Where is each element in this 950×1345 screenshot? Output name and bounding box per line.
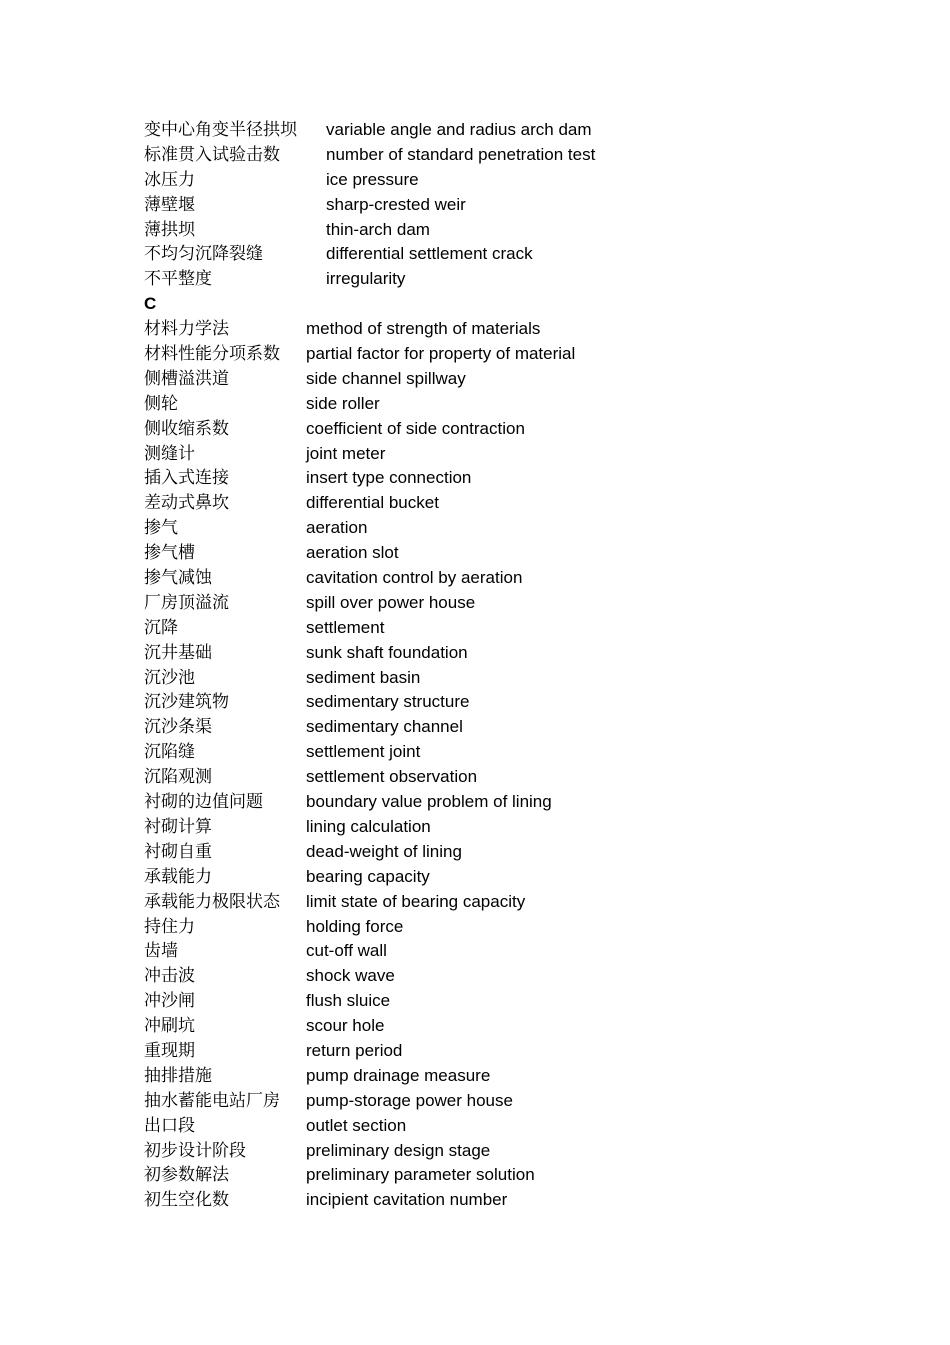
term-english: variable angle and radius arch dam — [326, 120, 592, 139]
term-english: aeration — [306, 518, 368, 538]
term-chinese: 掺气减蚀 — [144, 568, 212, 589]
term-english: settlement observation — [306, 767, 478, 787]
glossary-entry — [144, 964, 864, 989]
term-chinese: 承载能力 — [144, 866, 212, 887]
glossary-entry — [144, 1139, 864, 1164]
term-chinese: 沉陷观测 — [144, 767, 212, 788]
term-english: side channel spillway — [306, 368, 466, 388]
term-chinese: 抽水蓄能电站厂房 — [144, 1090, 280, 1111]
glossary-entry — [144, 442, 864, 467]
glossary-entry — [144, 1188, 864, 1213]
term-english: ice pressure — [326, 169, 419, 189]
term-english: preliminary design stage — [306, 1140, 491, 1160]
term-english: sedimentary channel — [306, 717, 463, 737]
glossary-entry — [144, 840, 864, 865]
glossary-entry — [144, 516, 864, 541]
term-english: scour hole — [306, 1016, 385, 1036]
term-english: sharp-crested weir — [326, 194, 466, 214]
term-chinese: 沉降 — [144, 617, 178, 638]
term-chinese: 冲沙闸 — [144, 991, 195, 1012]
glossary-entry — [144, 168, 864, 193]
term-chinese: 衬砌的边值问题 — [144, 792, 263, 813]
glossary-entry — [144, 367, 864, 392]
term-english: bearing capacity — [306, 866, 430, 886]
term-english: incipient cavitation number — [306, 1190, 508, 1210]
glossary-entry — [144, 815, 864, 840]
term-english: aeration slot — [306, 543, 399, 563]
term-chinese: 沉沙池 — [144, 667, 195, 688]
term-chinese: 侧收缩系数 — [144, 418, 229, 439]
term-english: boundary value problem of lining — [306, 792, 552, 812]
term-english: settlement joint — [306, 742, 421, 762]
glossary-entry — [144, 1039, 864, 1064]
glossary-entry — [144, 865, 864, 890]
term-english: cavitation control by aeration — [306, 568, 523, 588]
term-chinese: 材料性能分项系数 — [144, 344, 280, 365]
term-english: settlement — [306, 617, 385, 637]
term-chinese: 测缝计 — [144, 443, 195, 464]
glossary-entry — [144, 242, 864, 267]
term-english: thin-arch dam — [326, 219, 430, 239]
term-english: joint meter — [306, 443, 386, 463]
glossary-entry — [144, 317, 864, 342]
glossary-entry — [144, 143, 864, 168]
term-chinese: 出口段 — [144, 1115, 195, 1136]
term-chinese: 侧槽溢洪道 — [144, 368, 229, 389]
term-english: coefficient of side contraction — [306, 418, 525, 438]
term-chinese: 抽排措施 — [144, 1065, 212, 1086]
term-chinese: 沉沙条渠 — [144, 717, 212, 738]
term-english: insert type connection — [306, 468, 472, 488]
term-chinese: 衬砌自重 — [144, 841, 212, 862]
glossary-page — [144, 118, 864, 1213]
glossary-entry — [144, 939, 864, 964]
term-chinese: 齿墙 — [144, 941, 178, 962]
glossary-entry — [144, 541, 864, 566]
glossary-entry — [144, 690, 864, 715]
term-chinese: 材料力学法 — [144, 319, 229, 340]
term-english: lining calculation — [306, 816, 431, 836]
term-chinese: 初参数解法 — [144, 1165, 229, 1186]
term-chinese: 沉沙建筑物 — [144, 692, 229, 713]
term-chinese: 掺气 — [144, 518, 178, 539]
term-english: sediment basin — [306, 667, 421, 687]
term-english: preliminary parameter solution — [306, 1165, 535, 1185]
glossary-entry — [144, 915, 864, 940]
term-chinese: 不平整度 — [144, 269, 212, 290]
term-english: spill over power house — [306, 592, 476, 612]
term-english: differential settlement crack — [326, 244, 533, 264]
term-english: outlet section — [306, 1115, 407, 1135]
glossary-entry — [144, 342, 864, 367]
glossary-entry — [144, 790, 864, 815]
term-chinese: 冲击波 — [144, 966, 195, 987]
term-chinese: 重现期 — [144, 1040, 195, 1061]
glossary-entry — [144, 218, 864, 243]
term-chinese: 厂房顶溢流 — [144, 592, 229, 613]
term-chinese: 冲刷坑 — [144, 1016, 195, 1037]
term-chinese: 掺气槽 — [144, 543, 195, 564]
term-chinese: 不均匀沉降裂缝 — [144, 244, 263, 265]
glossary-entry — [144, 1163, 864, 1188]
term-chinese: 沉井基础 — [144, 642, 212, 663]
term-chinese: 侧轮 — [144, 393, 178, 414]
term-english: partial factor for property of material — [306, 344, 576, 364]
glossary-entry — [144, 641, 864, 666]
glossary-entry — [144, 1114, 864, 1139]
glossary-entry — [144, 666, 864, 691]
glossary-entry — [144, 566, 864, 591]
term-english: irregularity — [326, 269, 406, 289]
term-english: flush sluice — [306, 991, 391, 1011]
term-english: shock wave — [306, 966, 395, 986]
glossary-entry — [144, 466, 864, 491]
term-chinese: 薄拱坝 — [144, 219, 195, 240]
term-english: sunk shaft foundation — [306, 642, 468, 662]
term-english: limit state of bearing capacity — [306, 891, 526, 911]
glossary-entry — [144, 417, 864, 442]
glossary-entry — [144, 715, 864, 740]
term-chinese: 薄壁堰 — [144, 194, 195, 215]
glossary-entry — [144, 616, 864, 641]
glossary-entry — [144, 989, 864, 1014]
term-english: cut-off wall — [306, 941, 387, 961]
term-chinese: 沉陷缝 — [144, 742, 195, 763]
glossary-entry — [144, 890, 864, 915]
term-chinese: 插入式连接 — [144, 468, 229, 489]
glossary-entry — [144, 591, 864, 616]
glossary-entry — [144, 118, 864, 143]
glossary-entry — [144, 193, 864, 218]
term-english: method of strength of materials — [306, 319, 541, 339]
term-chinese: 初生空化数 — [144, 1190, 229, 1211]
glossary-entry — [144, 740, 864, 765]
term-chinese: 承载能力极限状态 — [144, 891, 280, 912]
term-english: side roller — [306, 393, 380, 413]
glossary-entry — [144, 392, 864, 417]
term-chinese: 衬砌计算 — [144, 816, 212, 837]
term-english: holding force — [306, 916, 404, 936]
glossary-entry — [144, 1089, 864, 1114]
term-chinese: 变中心角变半径拱坝 — [144, 120, 297, 140]
term-english: sedimentary structure — [306, 692, 470, 712]
glossary-entry — [144, 765, 864, 790]
glossary-entry — [144, 491, 864, 516]
term-english: dead-weight of lining — [306, 841, 462, 861]
term-chinese: 初步设计阶段 — [144, 1140, 246, 1161]
term-english: pump-storage power house — [306, 1090, 513, 1110]
term-chinese: 冰压力 — [144, 169, 195, 190]
term-chinese: 差动式鼻坎 — [144, 493, 229, 514]
term-chinese: 标准贯入试验击数 — [144, 144, 280, 165]
glossary-entry — [144, 1014, 864, 1039]
term-english: pump drainage measure — [306, 1065, 491, 1085]
section-c-heading: C — [144, 294, 157, 314]
section-b-entries — [144, 118, 864, 292]
term-english: return period — [306, 1040, 403, 1060]
glossary-entry — [144, 1064, 864, 1089]
section-c-entries — [144, 317, 864, 1213]
glossary-entry — [144, 267, 864, 292]
term-english: differential bucket — [306, 493, 439, 513]
term-english: number of standard penetration test — [326, 144, 596, 164]
term-chinese: 持住力 — [144, 916, 195, 937]
